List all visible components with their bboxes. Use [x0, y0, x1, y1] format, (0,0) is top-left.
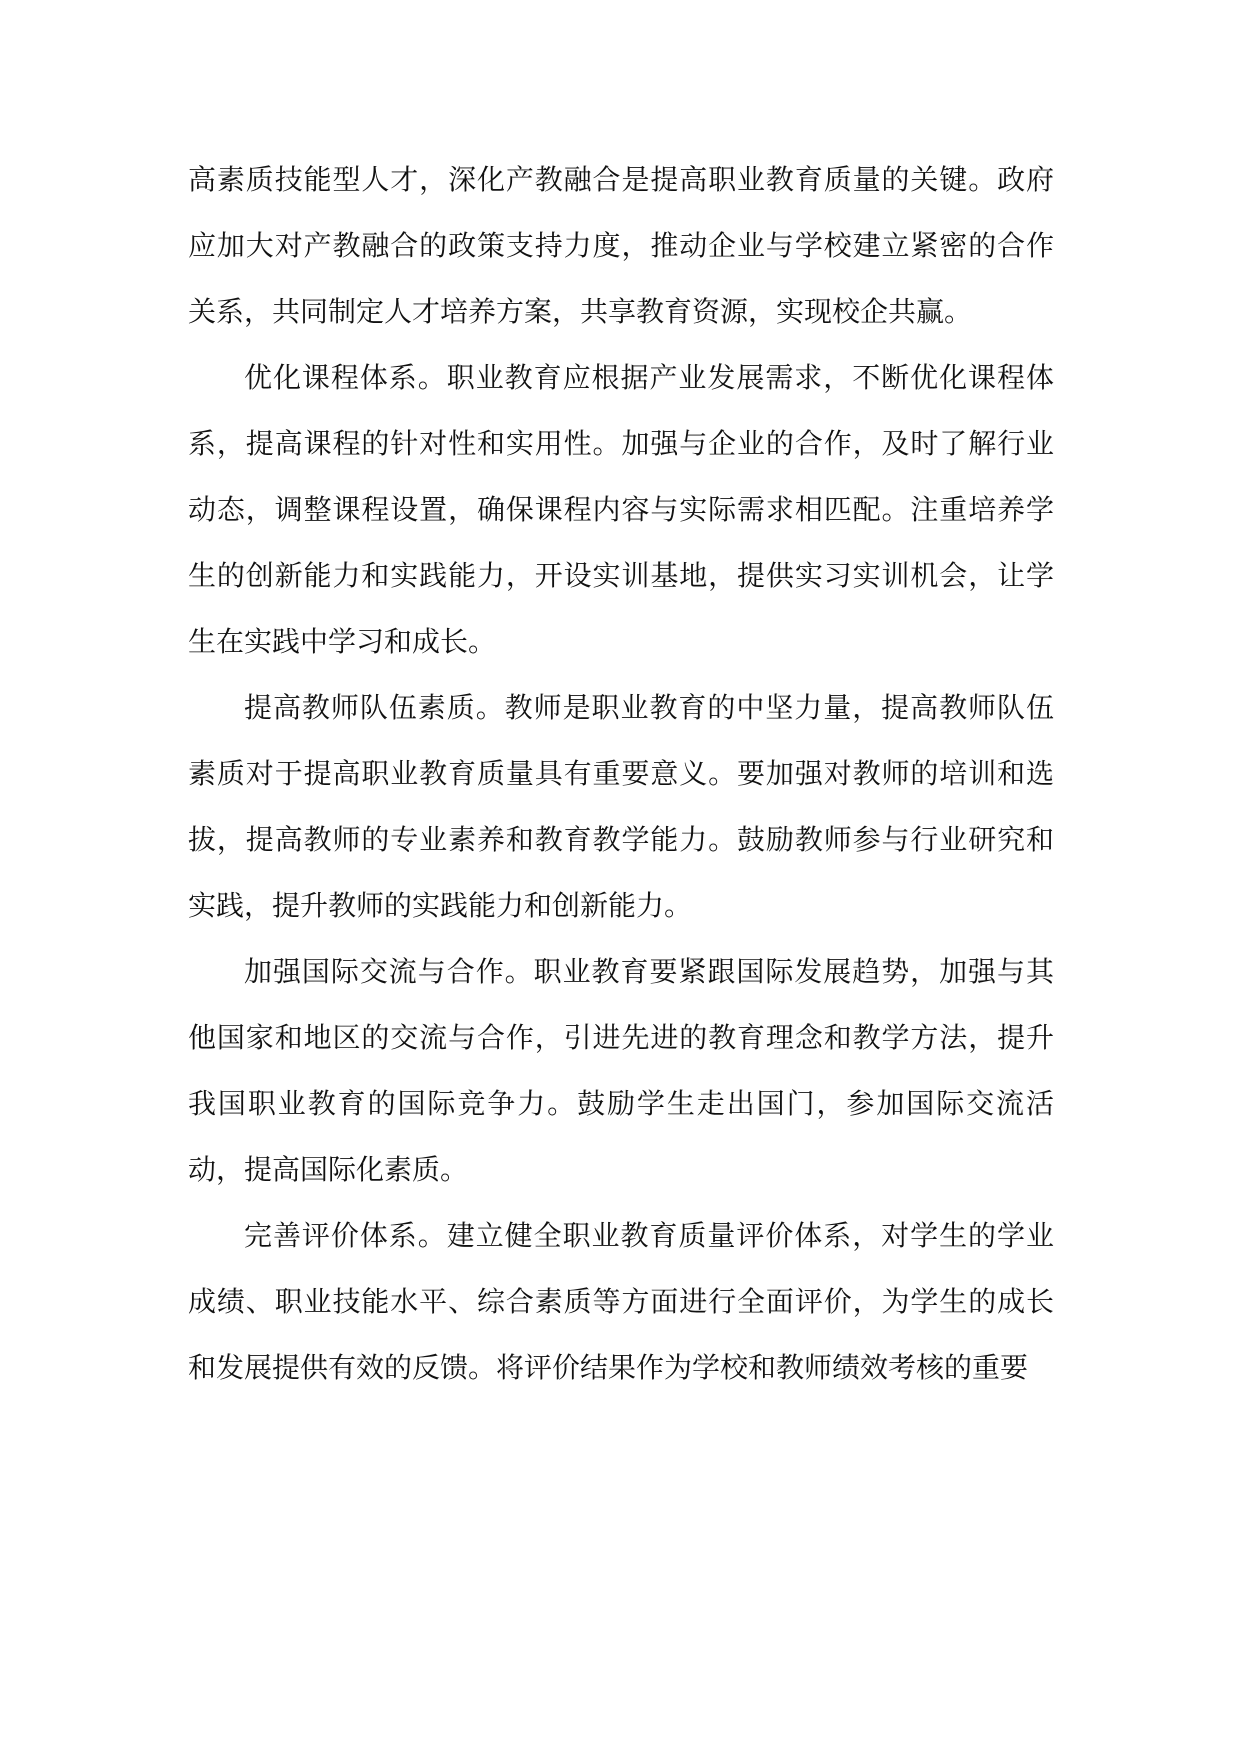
paragraph-industry-education-integration: 高素质技能型人才，深化产教融合是提高职业教育质量的关键。政府应加大对产教融合的政策支持力度，推动企业与学校建立紧密的合作关系，共同制定人才培养方案，共享教育资源，实现校企共赢。 [188, 163, 1054, 328]
paragraph-optimize-curriculum: 优化课程体系。职业教育应根据产业发展需求，不断优化课程体系，提高课程的针对性和实用性。加强与企业的合作，及时了解行业动态，调整课程设置，确保课程内容与实际需求相匹配。注重培养学生的创新能力和实践能力，开设实训基地，提供实习实训机会，让学生在实践中学习和成长。 [188, 361, 1054, 658]
document-body [188, 147, 1054, 1401]
paragraph-teacher-quality: 提高教师队伍素质。教师是职业教育的中坚力量，提高教师队伍素质对于提高职业教育质量具有重要意义。要加强对教师的培训和选拔，提高教师的专业素养和教育教学能力。鼓励教师参与行业研究和实践，提升教师的实践能力和创新能力。 [188, 691, 1054, 922]
paragraph-evaluation-system: 完善评价体系。建立健全职业教育质量评价体系，对学生的学业成绩、职业技能水平、综合素质等方面进行全面评价，为学生的成长和发展提供有效的反馈。将评价结果作为学校和教师绩效考核的重要 [188, 1219, 1054, 1384]
paragraph-international-exchange: 加强国际交流与合作。职业教育要紧跟国际发展趋势，加强与其他国家和地区的交流与合作，引进先进的教育理念和教学方法，提升我国职业教育的国际竞争力。鼓励学生走出国门，参加国际交流活动，提高国际化素质。 [188, 955, 1054, 1186]
